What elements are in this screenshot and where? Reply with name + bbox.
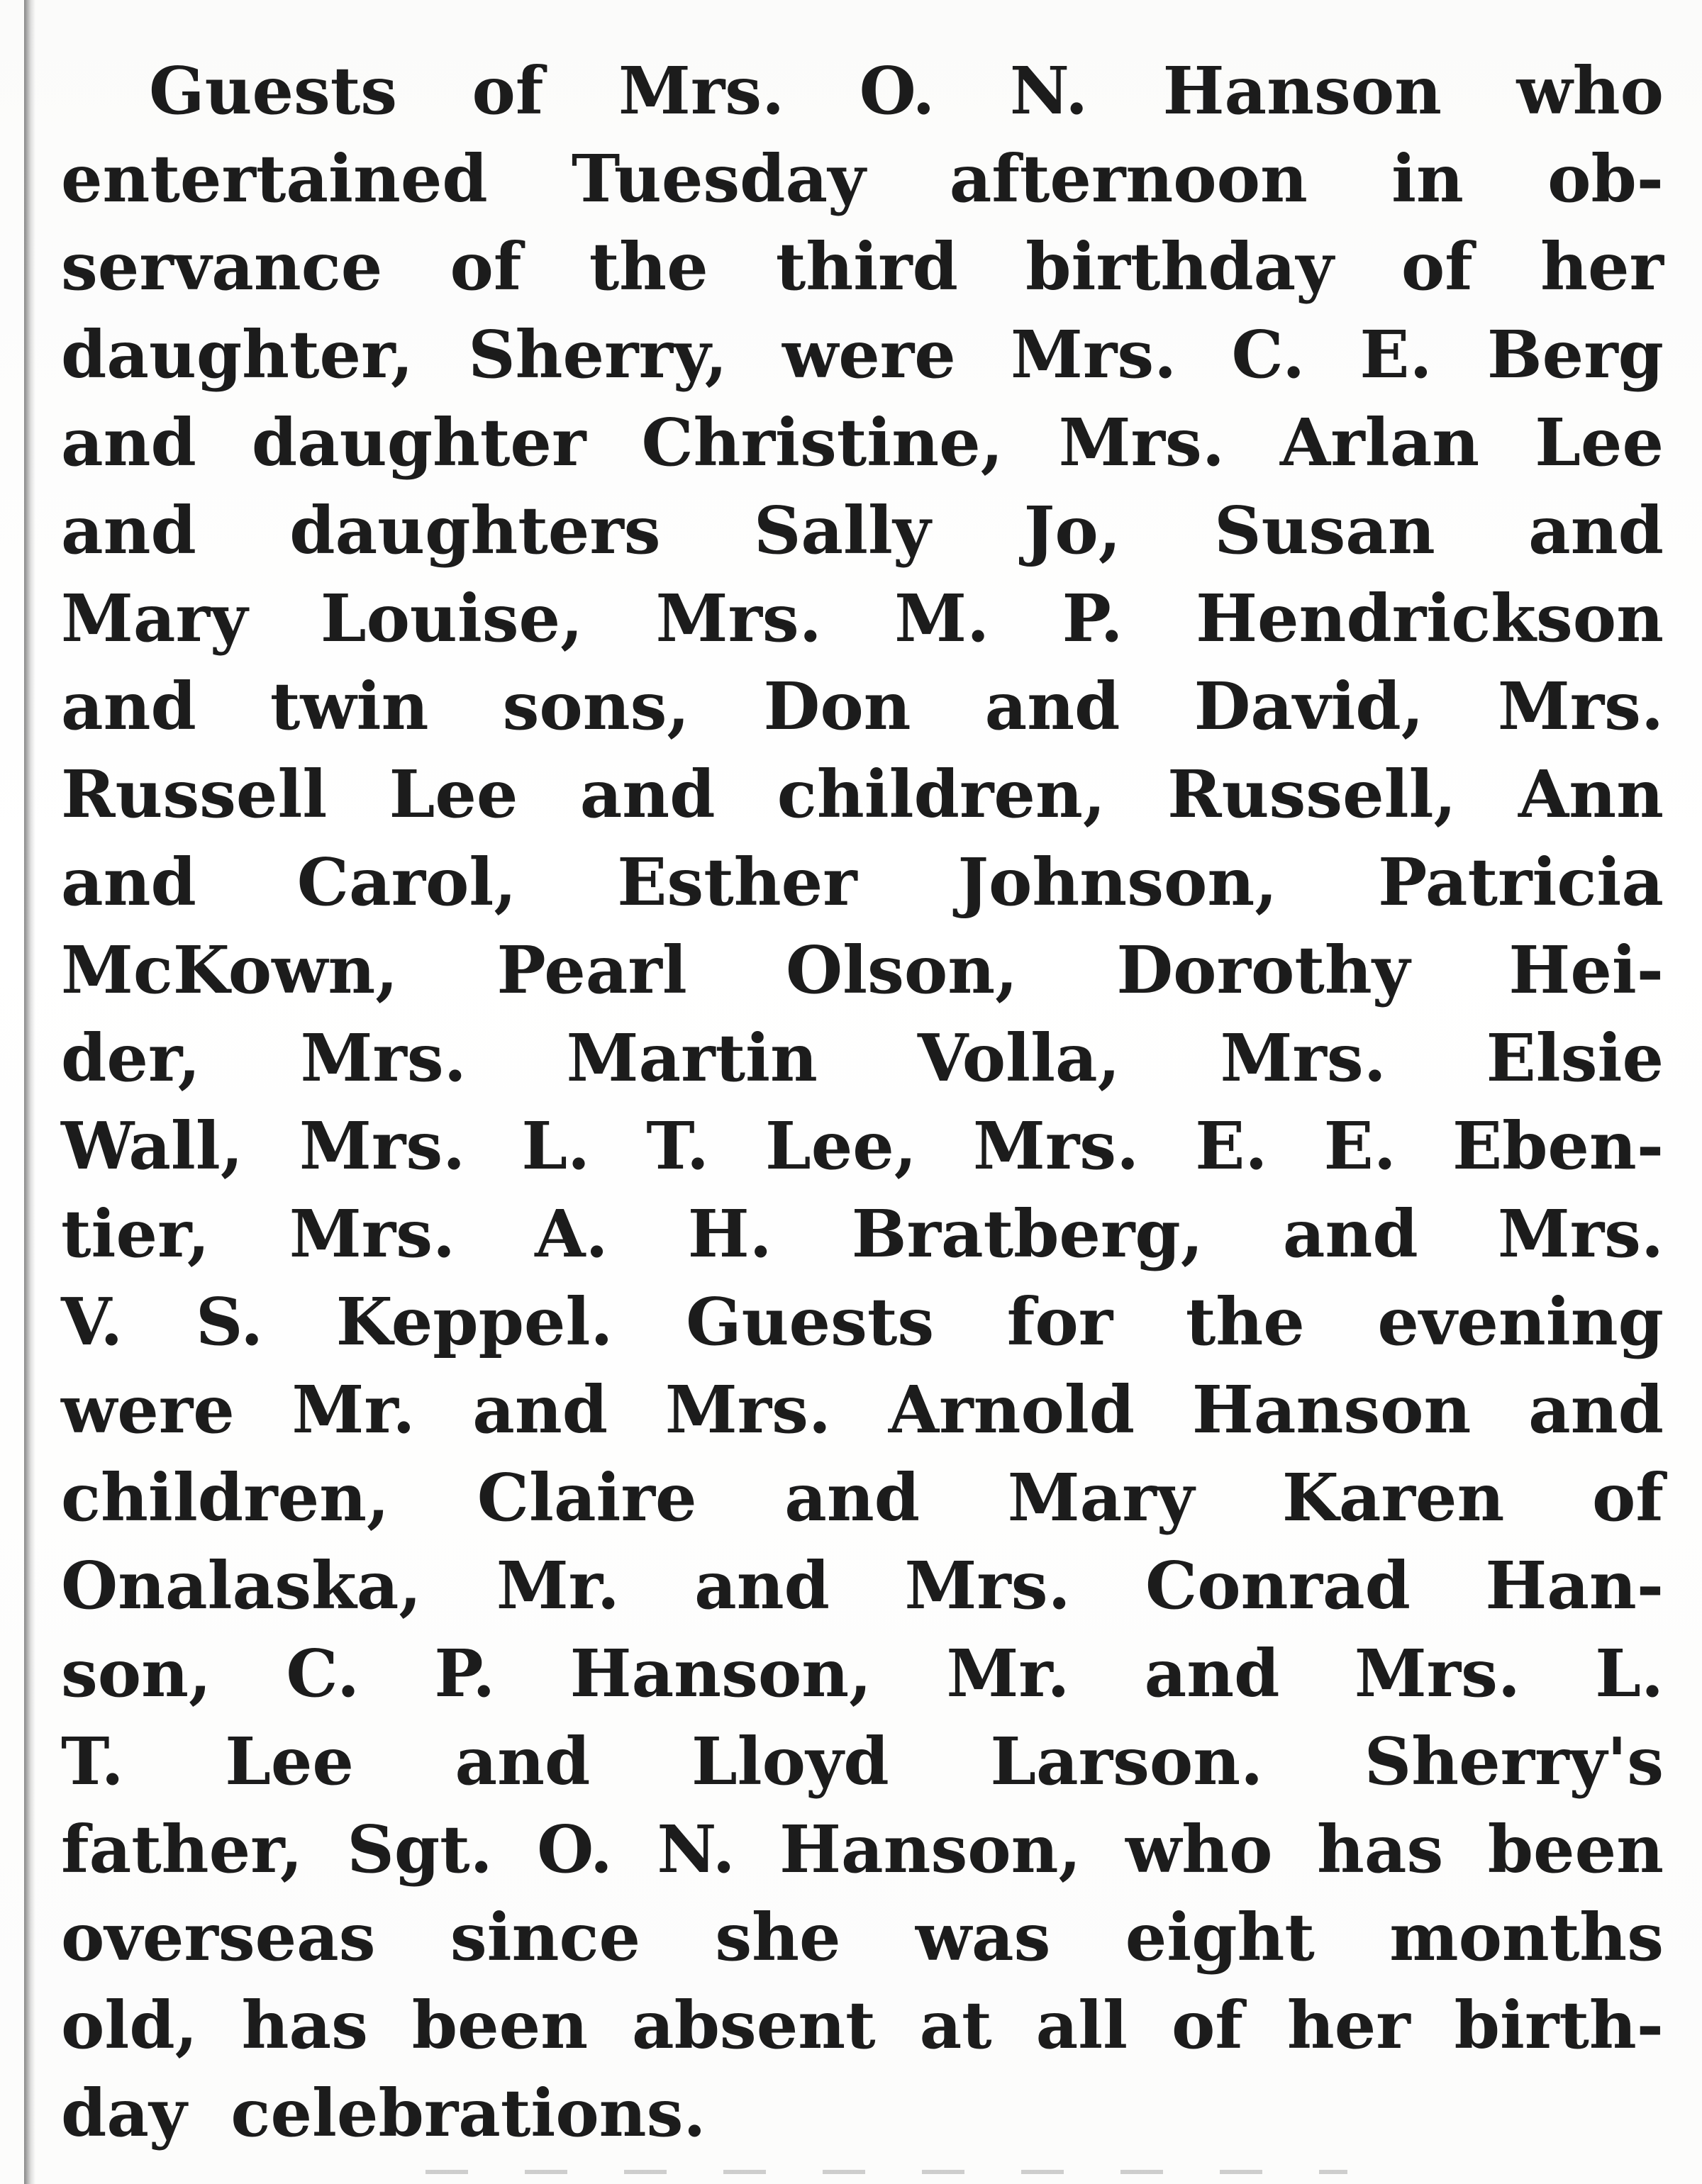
text-line: old, has been absent at all of her birth- (61, 1987, 1664, 2063)
text-line: Mary Louise, Mrs. M. P. Hendrickson (61, 580, 1664, 657)
text-line: and daughter Christine, Mrs. Arlan Lee (61, 404, 1664, 481)
text-line: T. Lee and Lloyd Larson. Sherry's (61, 1723, 1664, 1800)
text-line: tier, Mrs. A. H. Bratberg, and Mrs. (61, 1196, 1664, 1272)
text-line: servance of the third birthday of her (61, 228, 1664, 305)
text-line: der, Mrs. Martin Volla, Mrs. Elsie (61, 1020, 1664, 1096)
text-line: were Mr. and Mrs. Arnold Hanson and (61, 1371, 1664, 1448)
text-line: son, C. P. Hanson, Mr. and Mrs. L. (61, 1635, 1664, 1712)
text-line: children, Claire and Mary Karen of (61, 1459, 1664, 1536)
column-rule (24, 0, 35, 2184)
text-line: Guests of Mrs. O. N. Hanson who (149, 52, 1664, 129)
text-line: daughter, Sherry, were Mrs. C. E. Berg (61, 316, 1664, 393)
article-body (61, 47, 1664, 2157)
text-line: McKown, Pearl Olson, Dorothy Hei- (61, 932, 1664, 1008)
text-line: Russell Lee and children, Russell, Ann (61, 756, 1664, 832)
text-line: and daughters Sally Jo, Susan and (61, 492, 1664, 569)
text-line: day celebrations. (61, 2075, 706, 2151)
text-line: overseas since she was eight months (61, 1899, 1664, 1976)
cut-edge-rule (425, 2170, 1347, 2174)
text-line: father, Sgt. O. N. Hanson, who has been (61, 1811, 1664, 1888)
text-line: Wall, Mrs. L. T. Lee, Mrs. E. E. Eben- (61, 1108, 1664, 1184)
text-line: entertained Tuesday afternoon in ob- (61, 140, 1664, 217)
text-line: V. S. Keppel. Guests for the evening (61, 1283, 1664, 1360)
text-line: Onalaska, Mr. and Mrs. Conrad Han- (61, 1547, 1664, 1624)
text-line: and twin sons, Don and David, Mrs. (61, 668, 1664, 745)
text-line: and Carol, Esther Johnson, Patricia (61, 844, 1664, 920)
